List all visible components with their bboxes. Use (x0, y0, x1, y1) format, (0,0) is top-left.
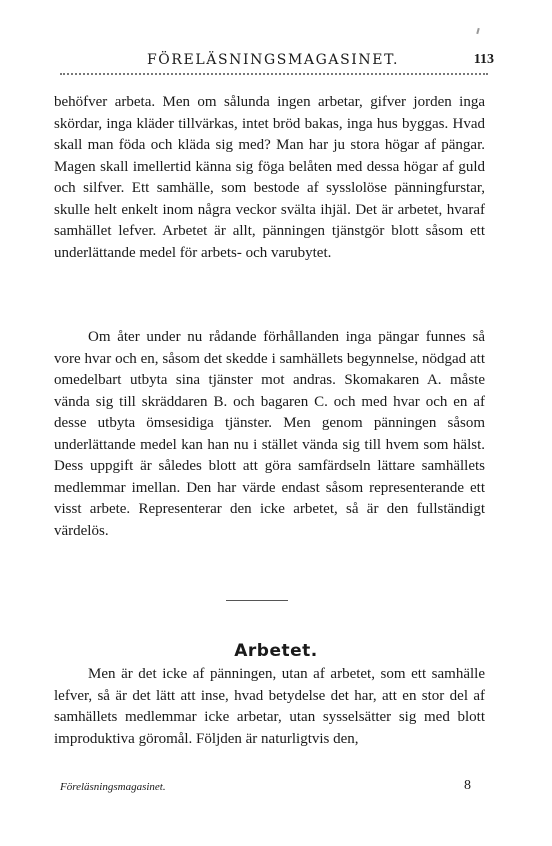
running-head: FÖRELÄSNINGSMAGASINET. (146, 52, 399, 68)
stray-mark (476, 28, 479, 34)
footer-signature-mark: 8 (464, 778, 471, 793)
paragraph-text: Om åter under nu rådande förhållanden inga pängar funnes så vore hvar och en, såsom det skedde i samhällets begynnelse, nödgad att omedelbart utbyta sina tjänster mot andras. Skomakaren A. måste vända sig till skräddaren B. och bagaren C. och med hvar och en af desse utbyta ömsesidiga tjänster. Men genom pänningen såsom underlättande medel kan han nu i stället vända sig till hvem som hälst. Dess uppgift är således blott att göra samfärdseln lättare samhällets medlemmar imellan. Den har värde endast såsom representerande ett visst arbete. Representerar den icke arbetet, så är den fullständigt värdelös. (54, 329, 485, 539)
page-header (52, 52, 494, 74)
header-rule (60, 73, 488, 75)
paragraph-text: behöfver arbeta. Men om sålunda ingen arbetar, gifver jorden inga skördar, inga kläder tillvärkas, intet bröd bakas, inga hus byggas. Hvad skall man föda och kläda sig med? Man har ju stora högar af pängar. Magen skall imellertid känna sig föga belåten med dessa högar af guld och silfver. Ett samhälle, som bestode af sysslolöse pänningfurstar, skulle helt enkelt inom några veckor svälta ihjäl. Det är arbetet, hvaraf samhället lefver. Arbetet är allt, pänningen tjänstgör blott såsom ett underlättande medel för arbets- och varubytet. (54, 94, 485, 261)
section-divider (226, 600, 288, 601)
paragraph-continued (54, 92, 485, 264)
paragraph-text: Men är det icke af pänningen, utan af arbetet, som ett samhälle lefver, så är det lätt att inse, hvad betydelse det har, att en stor del af samhällets medlemmar icke arbetar, utan sysselsätter sig med blott improduktiva göromål. Följden är naturligtvis den, (54, 666, 485, 747)
footer-signature-title: Föreläsningsmagasinet. (60, 781, 166, 793)
page-number: 113 (473, 52, 494, 67)
section-heading: Arbetet. (234, 641, 318, 661)
paragraph (54, 327, 485, 542)
section-paragraph (54, 664, 485, 750)
